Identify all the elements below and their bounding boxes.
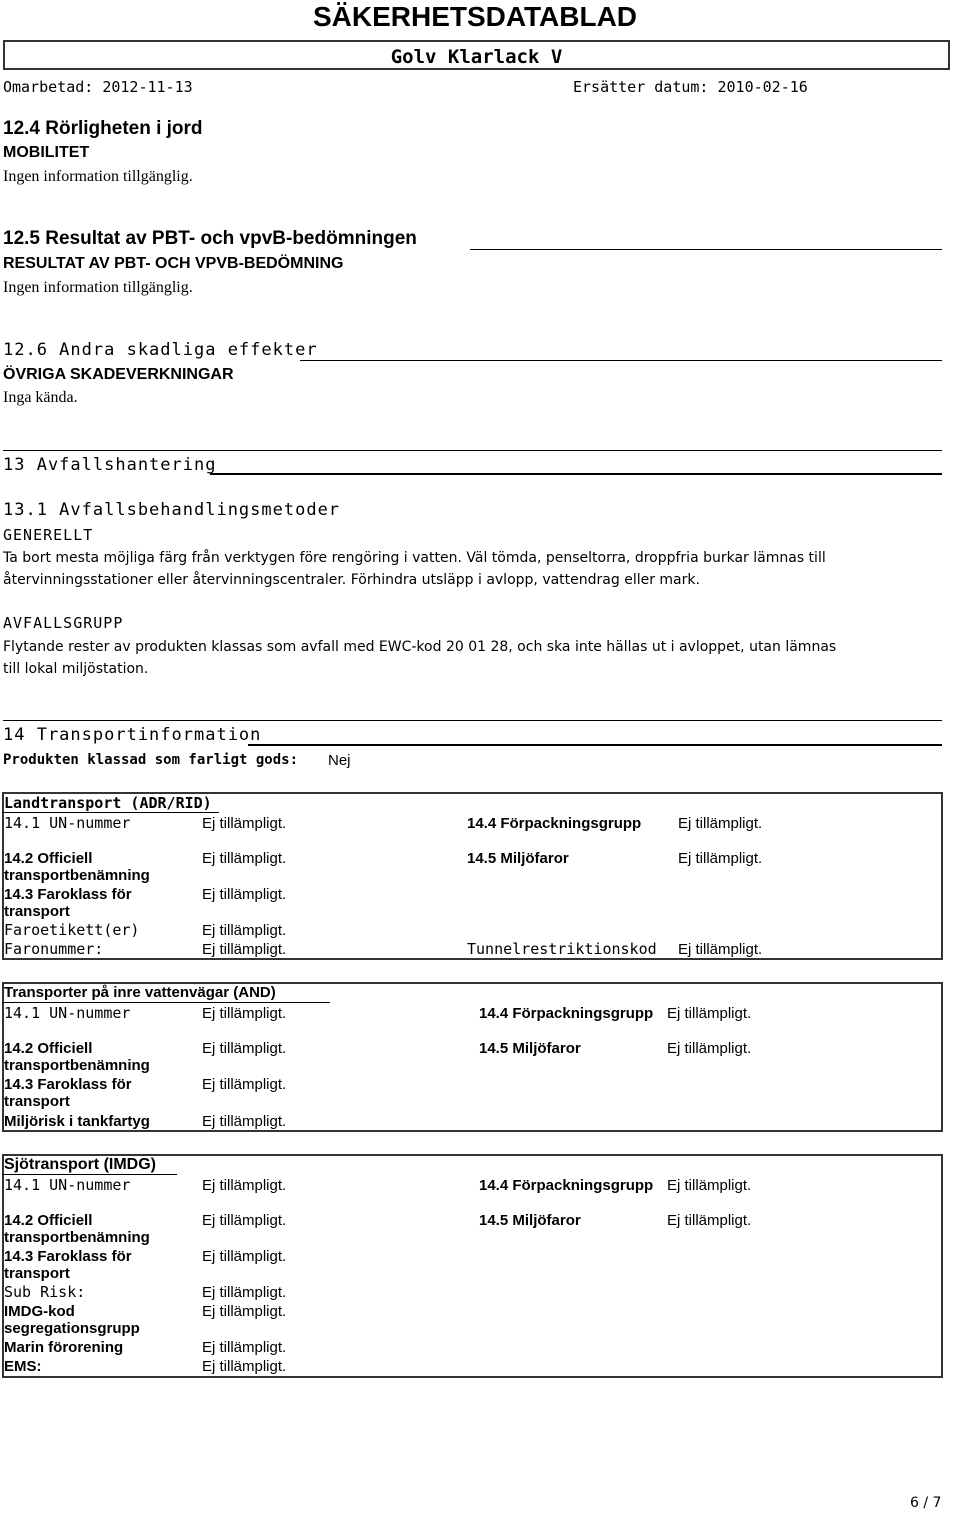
sea-segregation-value: Ej tillämpligt. <box>202 1303 287 1320</box>
mobility-caption: MOBILITET <box>3 144 90 161</box>
inland-name-value: Ej tillämpligt. <box>202 1040 287 1057</box>
inland-pack-value: Ej tillämpligt. <box>667 1005 752 1022</box>
sea-name-value: Ej tillämpligt. <box>202 1212 287 1229</box>
section-12-6-heading: 12.6 Andra skadliga effekter <box>3 340 318 360</box>
section-12-5-heading: 12.5 Resultat av PBT- och vpvB-bedömningen <box>3 228 417 249</box>
other-effects-text: Inga kända. <box>3 389 78 406</box>
section-13-1-heading: 13.1 Avfallsbehandlingsmetoder <box>3 500 341 520</box>
waste-group-text-line1: Flytande rester av produkten klassas som avfall med EWC-kod 20 01 28, och ska inte hällas ut i avloppet, utan lämnas <box>3 639 837 655</box>
pbt-text: Ingen information tillgänglig. <box>3 279 193 296</box>
sea-name-label: 14.2 Officiell transportbenämning <box>4 1212 150 1246</box>
inland-env-label: 14.5 Miljöfaror <box>479 1040 581 1057</box>
sea-ems-label: EMS: <box>4 1358 42 1375</box>
page-number: 6 / 7 <box>910 1495 942 1511</box>
product-name: Golv Klarlack V <box>390 46 563 68</box>
general-text-line1: Ta bort mesta möjliga färg från verktygen före rengöring i vatten. Väl tömda, penseltorra, droppfria burkar lämnas till <box>3 550 826 566</box>
inland-un-value: Ej tillämpligt. <box>202 1005 287 1022</box>
general-text-line2: återvinningsstationer eller återvinningscentraler. Förhindra utsläpp i avlopp, vattendrag eller mark. <box>3 572 700 588</box>
inland-transport-title-underline <box>2 1002 330 1003</box>
sea-subrisk-value: Ej tillämpligt. <box>202 1284 287 1301</box>
product-name-box <box>3 40 950 70</box>
inland-tanker-label: Miljörisk i tankfartyg <box>4 1113 150 1130</box>
sea-transport-title-underline <box>2 1174 177 1175</box>
land-tunnel-value: Ej tillämpligt. <box>678 941 763 958</box>
land-name-value: Ej tillämpligt. <box>202 850 287 867</box>
inland-un-label: 14.1 UN-nummer <box>4 1004 131 1022</box>
inland-class-value: Ej tillämpligt. <box>202 1076 287 1093</box>
general-caption: GENERELLT <box>3 526 94 544</box>
land-transport-title: Landtransport (ADR/RID) <box>4 794 212 812</box>
inland-class-label: 14.3 Faroklass för transport <box>4 1076 132 1110</box>
sea-class-label: 14.3 Faroklass för transport <box>4 1248 132 1282</box>
pbt-caption: RESULTAT AV PBT- OCH VPVB-BEDÖMNING <box>3 255 344 272</box>
sea-ems-value: Ej tillämpligt. <box>202 1358 287 1375</box>
land-labels-value: Ej tillämpligt. <box>202 922 287 939</box>
other-effects-caption: ÖVRIGA SKADEVERKNINGAR <box>3 366 234 383</box>
land-hazard-number-value: Ej tillämpligt. <box>202 941 287 958</box>
sea-un-value: Ej tillämpligt. <box>202 1177 287 1194</box>
sea-marine-pollutant-label: Marin förorening <box>4 1339 124 1356</box>
sea-class-value: Ej tillämpligt. <box>202 1248 287 1265</box>
inland-pack-label: 14.4 Förpackningsgrupp <box>479 1005 654 1022</box>
land-transport-title-underline <box>2 812 219 813</box>
land-labels-label: Faroetikett(er) <box>4 921 140 939</box>
section-14-top-rule <box>3 720 942 721</box>
section-13-rule <box>210 473 942 475</box>
land-pack-value: Ej tillämpligt. <box>678 815 763 832</box>
sea-subrisk-label: Sub Risk: <box>4 1283 86 1301</box>
section-13-heading: 13 Avfallshantering <box>3 455 217 475</box>
land-env-label: 14.5 Miljöfaror <box>467 850 569 867</box>
sea-env-label: 14.5 Miljöfaror <box>479 1212 581 1229</box>
sea-env-value: Ej tillämpligt. <box>667 1212 752 1229</box>
sea-pack-label: 14.4 Förpackningsgrupp <box>479 1177 654 1194</box>
land-class-value: Ej tillämpligt. <box>202 886 287 903</box>
sea-marine-pollutant-value: Ej tillämpligt. <box>202 1339 287 1356</box>
document-title: SÄKERHETSDATABLAD <box>312 1 638 32</box>
waste-group-caption: AVFALLSGRUPP <box>3 614 124 632</box>
sea-un-label: 14.1 UN-nummer <box>4 1176 131 1194</box>
land-un-label: 14.1 UN-nummer <box>4 814 131 832</box>
section-12-6-rule <box>300 360 942 361</box>
dangerous-goods-label: Produkten klassad som farligt gods: <box>3 752 299 768</box>
sea-segregation-label: IMDG-kod segregationsgrupp <box>4 1303 140 1337</box>
replaces-date: Ersätter datum: 2010-02-16 <box>573 78 808 96</box>
section-14-heading: 14 Transportinformation <box>3 725 262 745</box>
section-13-top-rule <box>3 450 942 451</box>
section-12-4-heading: 12.4 Rörligheten i jord <box>3 118 203 139</box>
land-un-value: Ej tillämpligt. <box>202 815 287 832</box>
section-12-5-rule <box>470 249 942 250</box>
sea-pack-value: Ej tillämpligt. <box>667 1177 752 1194</box>
dangerous-goods-value: Nej <box>328 752 351 769</box>
inland-transport-title: Transporter på inre vattenvägar (AND) <box>4 984 276 1001</box>
inland-env-value: Ej tillämpligt. <box>667 1040 752 1057</box>
inland-tanker-value: Ej tillämpligt. <box>202 1113 287 1130</box>
land-tunnel-label: Tunnelrestriktionskod <box>467 940 657 958</box>
sea-transport-title: Sjötransport (IMDG) <box>4 1156 156 1173</box>
inland-name-label: 14.2 Officiell transportbenämning <box>4 1040 150 1074</box>
mobility-text: Ingen information tillgänglig. <box>3 168 193 185</box>
land-pack-label: 14.4 Förpackningsgrupp <box>467 815 642 832</box>
section-14-rule <box>248 744 942 746</box>
revised-date: Omarbetad: 2012-11-13 <box>3 78 193 96</box>
land-class-label: 14.3 Faroklass för transport <box>4 886 132 920</box>
land-env-value: Ej tillämpligt. <box>678 850 763 867</box>
land-name-label: 14.2 Officiell transportbenämning <box>4 850 150 884</box>
land-hazard-number-label: Faronummer: <box>4 940 104 958</box>
waste-group-text-line2: till lokal miljöstation. <box>3 661 149 677</box>
